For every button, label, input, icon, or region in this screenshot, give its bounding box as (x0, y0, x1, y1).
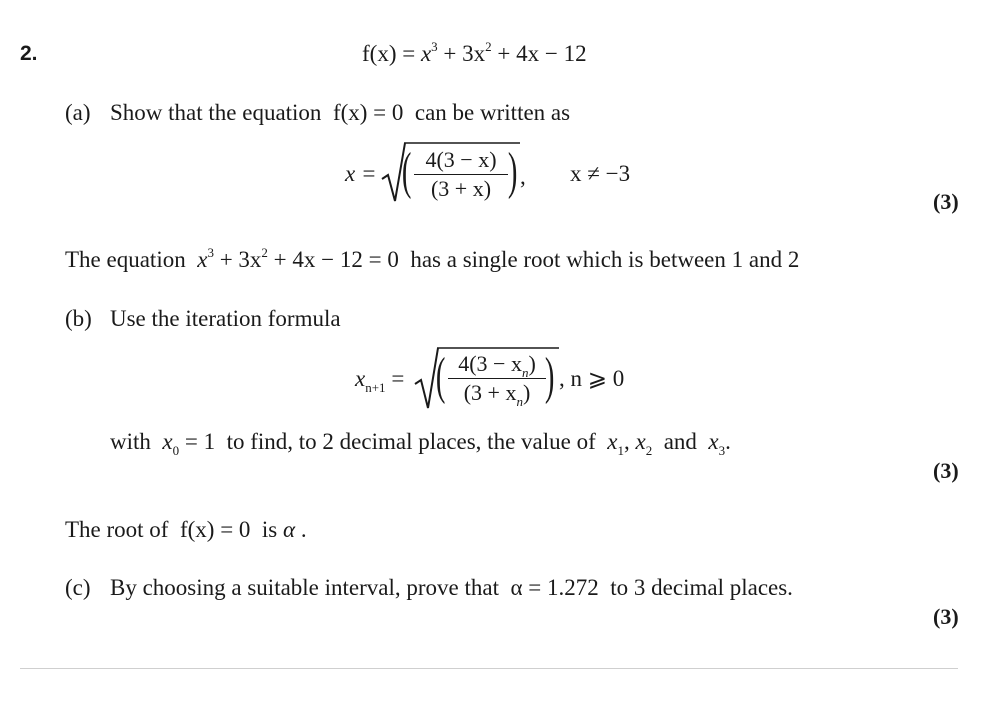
marks-b: (3) (933, 458, 959, 483)
sqrt-bar-b (437, 347, 559, 349)
function-definition: $f(x) = x^3 + 3x^2 + 4x - 12$ (362, 39, 587, 66)
root-alpha-text: The root of f(x) = 0 is α . (65, 517, 307, 542)
denominator-a: (3 + x) (430, 176, 492, 201)
denominator-b: $(3 + x_n)$ (463, 380, 531, 409)
numerator-a: 4(3 − x) (425, 147, 497, 172)
part-a-formula-lhs: x = (345, 161, 377, 186)
right-paren-b: ) (544, 348, 555, 405)
fraction-b (448, 351, 546, 409)
numerator-b: $4(3 - x_n)$ (458, 351, 536, 380)
question-number: 2. (20, 42, 38, 65)
part-c-text: By choosing a suitable interval, prove that α = 1.272 to 3 decimal places. (110, 575, 793, 600)
right-paren-a: ) (507, 143, 518, 200)
part-b-label: (b) (65, 306, 92, 331)
marks-c: (3) (933, 604, 959, 629)
part-a-text: Show that the equation f(x) = 0 can be written as (110, 100, 571, 125)
root-statement: The equation $x^3 + 3x^2 + 4x - 12 = 0$ has a single root which is between 1 and 2 (65, 245, 800, 272)
part-b-text: Use the iteration formula (110, 306, 341, 331)
sqrt-bar-a (404, 142, 520, 144)
iteration-lhs: $x_{n+1}$ = (355, 366, 405, 395)
comma-a: , (520, 164, 526, 189)
bottom-divider (20, 668, 958, 669)
part-a-label: (a) (65, 100, 91, 125)
iteration-condition: , n ⩾ 0 (559, 366, 625, 391)
condition-a: x ≠ −3 (570, 161, 631, 186)
marks-a: (3) (933, 189, 959, 214)
part-c-label: (c) (65, 575, 91, 600)
left-paren-a: ( (401, 143, 412, 200)
fraction-a (414, 147, 508, 202)
left-paren-b: ( (435, 348, 446, 405)
part-b-with-text: with $x_0 = 1$ to find, to 2 decimal places, the value of $x_1$, $x_2$ and $x_3$. (110, 429, 731, 458)
